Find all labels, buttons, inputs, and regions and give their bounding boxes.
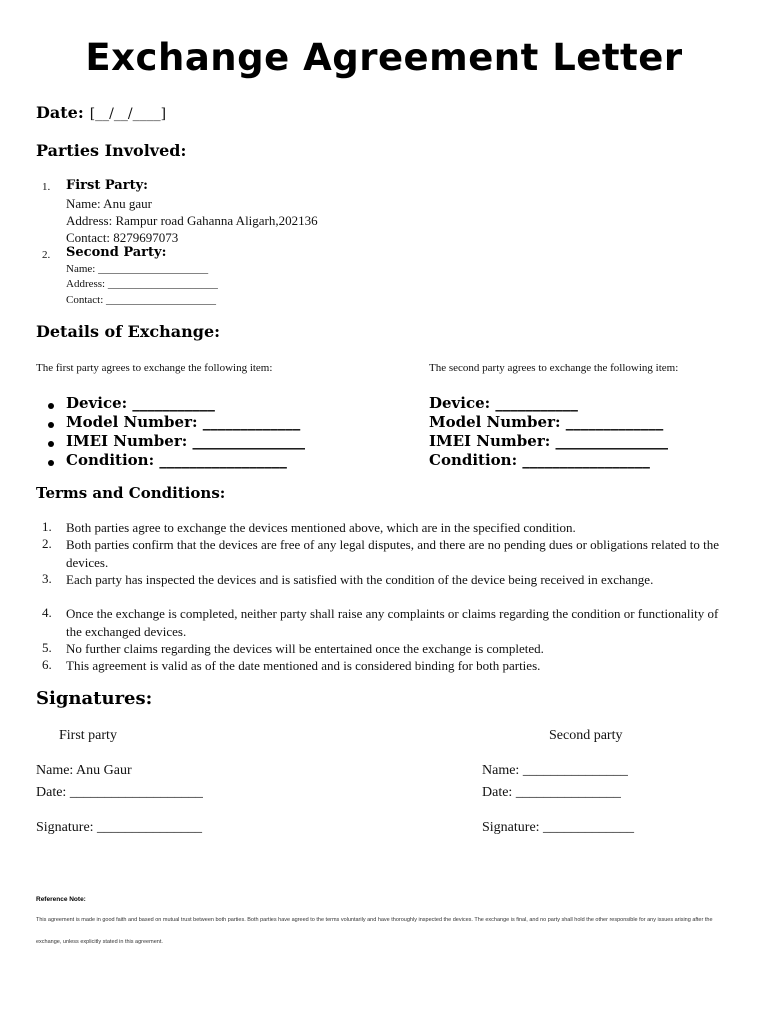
- second-sig-signature: Signature: _____________: [482, 820, 635, 835]
- parties-heading: Parties Involved:: [36, 141, 187, 160]
- reference-line-2: exchange, unless explicitly stated in this agreement.: [36, 939, 163, 945]
- right-model-number: Model Number: _____________: [429, 413, 664, 431]
- date-label: Date:: [36, 103, 84, 122]
- right-device: Device: ___________: [429, 394, 578, 412]
- second-party-label: Second Party:: [66, 245, 167, 260]
- exchange-left-intro: The first party agrees to exchange the following item:: [36, 362, 273, 374]
- right-imei-number: IMEI Number: _______________: [429, 432, 668, 450]
- term-text: Each party has inspected the devices and is satisfied with the condition of the device being received in exchange.: [66, 572, 654, 587]
- first-party-number: 1.: [42, 181, 51, 193]
- right-condition: Condition: _________________: [429, 451, 650, 469]
- left-imei-number: IMEI Number: _______________: [66, 432, 305, 450]
- second-party-name: Name: ____________________: [66, 263, 209, 275]
- left-condition: Condition: _________________: [66, 451, 287, 469]
- first-sig-name: Name: Anu Gaur: [36, 763, 132, 778]
- term-number: 2.: [42, 536, 52, 551]
- left-device: Device: ___________: [66, 394, 215, 412]
- exchange-right-intro: The second party agrees to exchange the following item:: [429, 362, 679, 374]
- date-value: [__/__/____]: [89, 106, 167, 122]
- exchange-heading: Details of Exchange:: [36, 322, 221, 341]
- reference-label: Reference Note:: [36, 896, 86, 903]
- bullet-icon: [48, 422, 54, 428]
- first-sig-signature: Signature: _______________: [36, 820, 203, 835]
- first-party-name: Name: Anu gaur: [66, 196, 152, 211]
- term-number: 1.: [42, 519, 52, 534]
- first-party-address: Address: Rampur road Gahanna Aligarh,202136: [66, 213, 318, 228]
- term-text: Both parties agree to exchange the devices mentioned above, which are in the specified condition.: [66, 520, 576, 535]
- bullet-icon: [48, 460, 54, 466]
- left-model-number: Model Number: _____________: [66, 413, 301, 431]
- second-party-address: Address: ____________________: [66, 278, 218, 290]
- first-party-label: First Party:: [66, 178, 148, 193]
- first-sig-date: Date: ___________________: [36, 785, 203, 800]
- term-text: Once the exchange is completed, neither party shall raise any complaints or claims regarding the condition or functionality of the exchanged devices.: [66, 606, 719, 639]
- bullet-icon: [48, 403, 54, 409]
- terms-heading: Terms and Conditions:: [36, 484, 226, 502]
- term-number: 6.: [42, 657, 52, 672]
- date-row: [36, 103, 166, 123]
- term-text: No further claims regarding the devices will be entertained once the exchange is completed.: [66, 641, 544, 656]
- first-party-contact: Contact: 8279697073: [66, 230, 179, 245]
- term-text: Both parties confirm that the devices are free of any legal disputes, and there are no pending dues or obligations related to the devices.: [66, 537, 720, 570]
- term-number: 4.: [42, 605, 52, 620]
- second-party-contact: Contact: ____________________: [66, 294, 217, 306]
- bullet-icon: [48, 441, 54, 447]
- second-sig-name: Name: _______________: [482, 763, 628, 778]
- signatures-heading: Signatures:: [36, 688, 153, 709]
- second-party-number: 2.: [42, 249, 51, 261]
- term-text: This agreement is valid as of the date mentioned and is considered binding for both parties.: [66, 658, 541, 673]
- page-title: Exchange Agreement Letter: [85, 36, 683, 79]
- term-number: 5.: [42, 640, 52, 655]
- reference-line-1: This agreement is made in good faith and based on mutual trust between both parties. Both parties have agreed to the terms voluntarily and have thoroughly inspected the devices. The exchange is final, and no party shall hold the other responsible for any issues arising after the: [36, 917, 713, 923]
- second-party-sig-label: Second party: [549, 728, 623, 743]
- first-party-sig-label: First party: [59, 728, 117, 743]
- term-number: 3.: [42, 571, 52, 586]
- second-sig-date: Date: _______________: [482, 785, 621, 800]
